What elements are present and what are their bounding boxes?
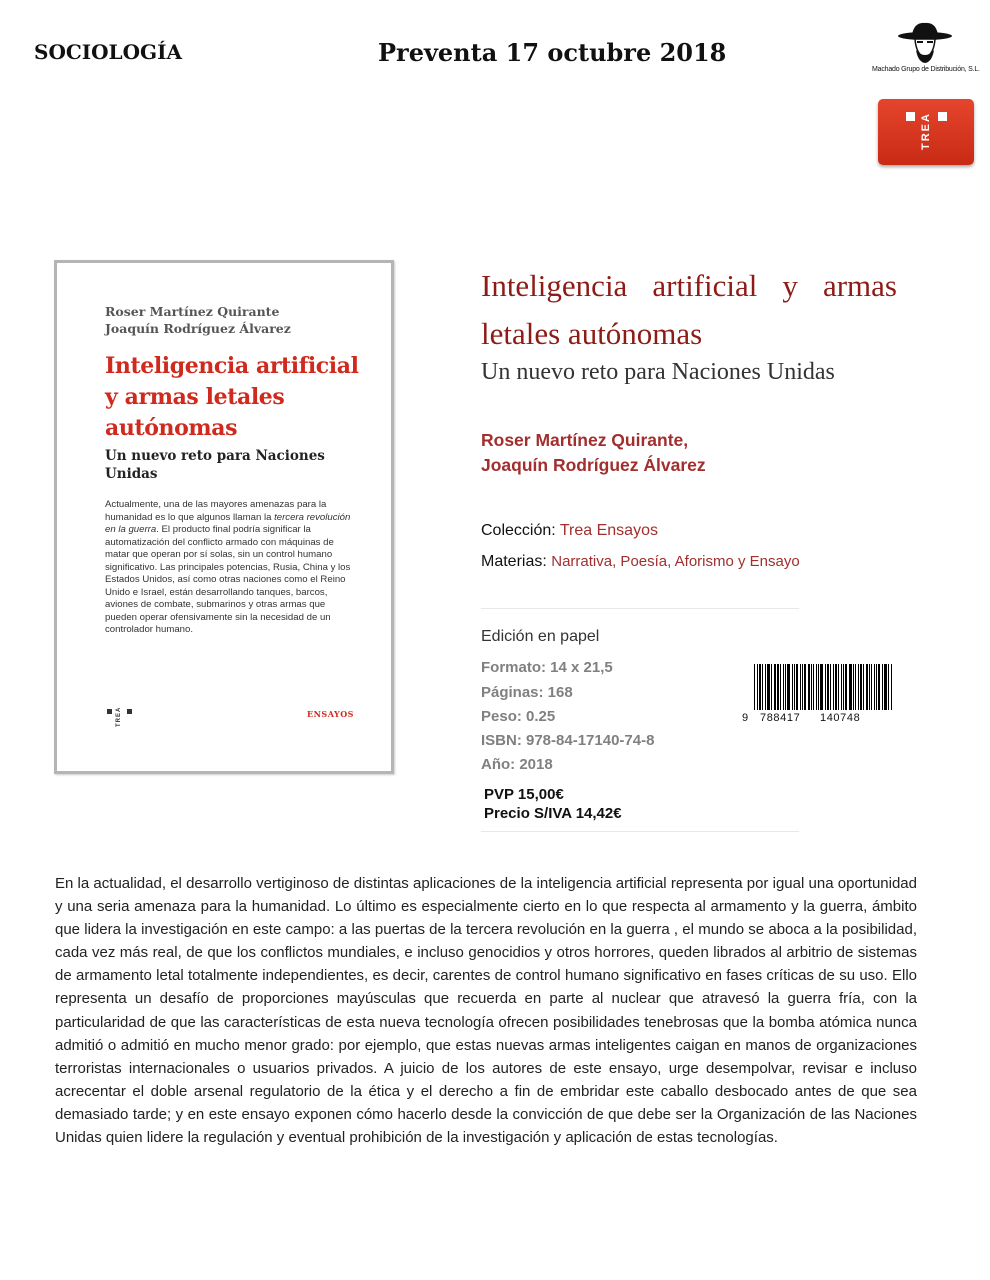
- barcode-bar: [874, 664, 875, 710]
- book-authors: [481, 428, 706, 478]
- cover-blurb-italic: tercera revolución en la guerra: [105, 511, 351, 535]
- edition-label: Edición en papel: [481, 628, 600, 645]
- barcode-bar: [811, 664, 812, 710]
- barcode-bar: [767, 664, 770, 710]
- cover-publisher-text: TREA: [116, 706, 122, 727]
- barcode-bar: [866, 664, 868, 710]
- barcode-bar: [835, 664, 837, 710]
- barcode-digit-group2: 140748: [820, 712, 861, 724]
- publisher-logo-text: TREA: [920, 112, 932, 150]
- barcode-bar: [787, 664, 790, 710]
- barcode-bar: [869, 664, 870, 710]
- barcode-bar: [845, 664, 847, 710]
- category-label: SOCIOLOGÍA: [34, 40, 182, 64]
- barcode-digit-group1: 788417: [760, 712, 801, 724]
- barcode-bar: [813, 664, 814, 710]
- isbn-barcode: [740, 662, 874, 726]
- barcode-bar: [771, 664, 772, 710]
- mark-square-right: [127, 709, 132, 714]
- barcode-bar: [765, 664, 766, 710]
- barcode-bar: [871, 664, 872, 710]
- barcode-bar: [762, 664, 763, 710]
- spec-pages: Páginas: 168: [481, 684, 573, 701]
- author-1: Roser Martínez Quirante,: [481, 430, 689, 450]
- collection-link[interactable]: Trea Ensayos: [559, 522, 658, 539]
- barcode-bar: [825, 664, 826, 710]
- publisher-logo: [878, 99, 974, 165]
- divider-bottom: [481, 831, 799, 832]
- collection-label: Colección:: [481, 522, 556, 539]
- barcode-bar: [774, 664, 776, 710]
- barcode-bar: [843, 664, 844, 710]
- cover-title: Inteligencia artificial y armas letales autónomas: [105, 353, 359, 441]
- book-description: En la actualidad, el desarrollo vertiginoso de distintas aplicaciones de la inteligencia artificial representa por igual una oportunidad y una seria amenaza para la humanidad. Lo último es especialmente cierto en lo que respecta al armamento y la guerra, ámbito que lidera la investigación en este campo: a las puertas de la tercera revolución en la guerra , el mundo se aboca a la posibilidad, cada vez más real, de que los conflictos mundiales, e incluso genocidios y otros horrores, queden librados al arbitrio de sistemas de armamento letal totalmente independientes, es decir, carentes de control humano significativo en fases críticas de su uso. Ello representa un desafío de proporciones mayúsculas que recuerda en parte al nuclear que atravesó la guerra fría, con la particularidad de que las características de esta nueva tecnología ofrecen posibilidades tenebrosas que la bomba atómica nunca admitió o admitió en mucho menor grado: por ejemplo, que estas nuevas armas inteligentes caigan en manos de organizaciones terroristas internacionales o usuarios privados. A juicio de los autores de este ensayo, urge desempolvar, revisar e incluso acrecentar el doble arsenal regulatorio de la ética y el derecho a fin de embridar este caballo desbocado antes de que sea demasiado tarde; y en este ensayo exponen cómo hacerlo desde la convicción de que debe ser la Organización de las Naciones Unidas quien lidere la regulación y eventual prohibición de la investigación y aplicación de estas tecnologías.: [55, 875, 917, 1147]
- barcode-bar: [818, 664, 819, 710]
- book-title: Inteligencia artificial y armas letales autónomas: [481, 268, 897, 351]
- divider-top: [481, 608, 799, 609]
- barcode-bar: [882, 664, 883, 710]
- spec-year: Año: 2018: [481, 756, 553, 773]
- logo-square-right: [938, 112, 947, 121]
- barcode-bar: [878, 664, 880, 710]
- cover-series: ENSAYOS: [307, 709, 354, 719]
- cover-blurb: [105, 499, 355, 637]
- barcode-bar: [853, 664, 854, 710]
- subjects-label: Materias:: [481, 553, 547, 570]
- logo-square-left: [906, 112, 915, 121]
- barcode-digit-first: 9: [742, 712, 749, 724]
- barcode-bar: [863, 664, 864, 710]
- barcode-bar: [804, 664, 806, 710]
- barcode-bar: [792, 664, 793, 710]
- barcode-bar: [785, 664, 786, 710]
- barcode-bar: [816, 664, 817, 710]
- barcode-bar: [800, 664, 801, 710]
- collection-row: [481, 522, 658, 540]
- subjects-row: [481, 553, 800, 571]
- barcode-bar: [841, 664, 842, 710]
- barcode-bar: [759, 664, 761, 710]
- barcode-bar: [802, 664, 803, 710]
- barcode-bar: [796, 664, 798, 710]
- barcode-bar: [876, 664, 877, 710]
- barcode-bar: [808, 664, 810, 710]
- barcode-bar: [849, 664, 852, 710]
- barcode-bar: [884, 664, 887, 710]
- barcode-bar: [888, 664, 889, 710]
- spec-weight: Peso: 0.25: [481, 708, 556, 725]
- distributor-name: Machado Grupo de Distribución, S.L.: [872, 66, 980, 73]
- cover-author-1: Roser Martínez Quirante: [105, 304, 280, 319]
- barcode-bar: [833, 664, 834, 710]
- presale-date: Preventa 17 octubre 2018: [378, 38, 727, 67]
- hat-face-icon: [896, 20, 954, 64]
- price-pvp: PVP 15,00€: [484, 786, 564, 803]
- barcode-bar: [838, 664, 839, 710]
- cover-authors: [105, 303, 291, 337]
- cover-blurb-end: . El producto final podría significar la automatización del conflicto armado con máquinas de matar que operan por sí solas, sin un control humano significativo. Las principales potencias, Rusia, China y los Estados Unidos, así como otras naciones como el Reino Unido e Israel, están desarrollando tanques, barcos, aviones de combate, submarinos y otras armas que pueden operar ofensivamente sin la necesidad de un controlador humano.: [105, 524, 351, 635]
- spec-format: Formato: 14 x 21,5: [481, 659, 613, 676]
- barcode-bar: [780, 664, 781, 710]
- cover-publisher-mark: [107, 706, 135, 741]
- spec-isbn: ISBN: 978-84-17140-74-8: [481, 732, 655, 749]
- book-cover: [54, 260, 394, 774]
- cover-subtitle: Un nuevo reto para Naciones Unidas: [105, 448, 325, 482]
- barcode-bar: [891, 664, 892, 710]
- price-no-vat: Precio S/IVA 14,42€: [484, 805, 622, 822]
- author-2: Joaquín Rodríguez Álvarez: [481, 455, 706, 475]
- barcode-bar: [860, 664, 862, 710]
- barcode-bars: [754, 664, 893, 710]
- barcode-bar: [777, 664, 779, 710]
- barcode-bar: [783, 664, 784, 710]
- cover-blurb-start: Actualmente, una de las mayores amenazas para la humanidad es lo que algunos llaman la: [105, 499, 327, 523]
- barcode-bar: [757, 664, 758, 710]
- subjects-link[interactable]: Narrativa, Poesía, Aforismo y Ensayo: [551, 553, 800, 570]
- barcode-bar: [855, 664, 856, 710]
- barcode-bar: [820, 664, 823, 710]
- barcode-bar: [858, 664, 859, 710]
- book-subtitle: Un nuevo reto para Naciones Unidas: [481, 359, 835, 385]
- barcode-bar: [794, 664, 795, 710]
- distributor-logo: [872, 20, 978, 73]
- barcode-bar: [830, 664, 831, 710]
- barcode-bar: [754, 664, 755, 710]
- cover-author-2: Joaquín Rodríguez Álvarez: [105, 321, 291, 336]
- mark-square-left: [107, 709, 112, 714]
- barcode-bar: [827, 664, 829, 710]
